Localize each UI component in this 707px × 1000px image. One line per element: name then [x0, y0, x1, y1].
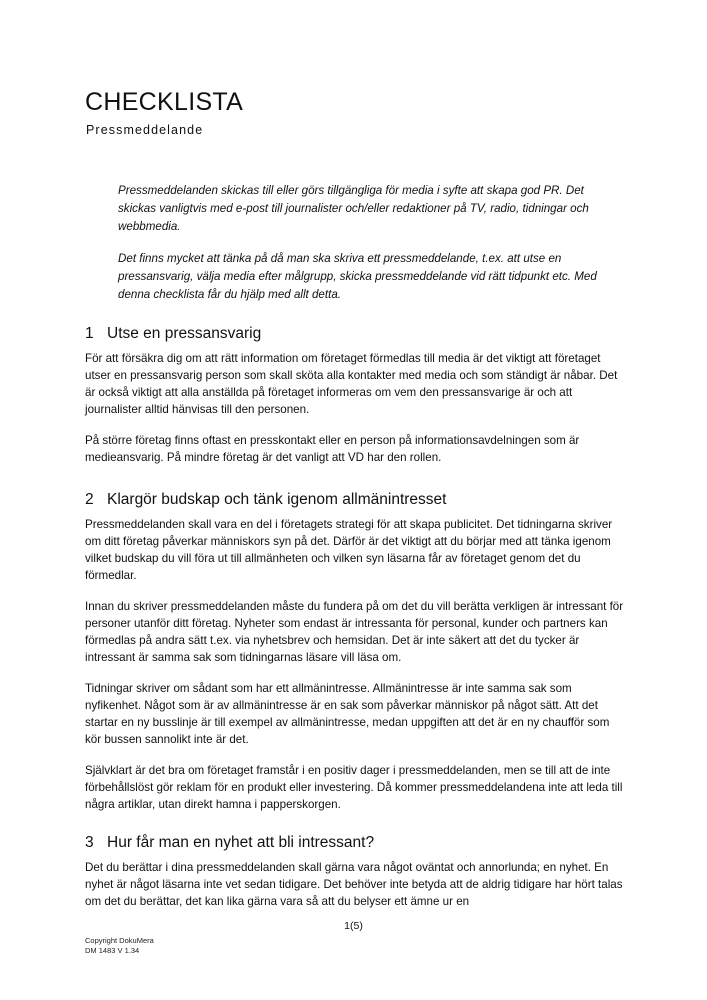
- body-paragraph: På större företag finns oftast en presskontakt eller en person på informationsavdelningen som är medieansvarig. På mindre företag är det vanligt att VD har den rollen.: [85, 434, 580, 464]
- section-2: [85, 491, 625, 827]
- section-heading: [85, 834, 625, 852]
- intro-block: [118, 182, 598, 318]
- section-title: Hur får man en nyhet att bli intressant?: [107, 834, 375, 851]
- body-paragraph: Det du berättar i dina pressmeddelanden skall gärna vara något oväntat och annorlunda; en nyhet. En nyhet är något läsarna inte vet sedan tidigare. Det behöver inte betyda att de aldrig tidigare har hört talas om det du berättar, det kan lika gärna vara så att du belyser ett ämne ur en: [85, 861, 623, 908]
- section-number: 2: [85, 491, 94, 508]
- footer-copyright: Copyright DokuMera: [85, 936, 154, 945]
- body-paragraph: Innan du skriver pressmeddelanden måste du fundera på om det du vill berätta verkligen är intressant för personer utanför ditt företag. Nyheter som endast är intressanta för personal, kunder och partners kan förmedlas på andra sätt t.ex. via nyhetsbrev och hemsidan. Det är inte säkert att det du tycker är intressant är samma sak som tidningarnas läsare vill läsa om.: [85, 600, 624, 664]
- footer-doc-id: DM 1483 V 1.34: [85, 946, 140, 955]
- body-paragraph: Tidningar skriver om sådant som har ett allmänintresse. Allmänintresse är inte samma sak som nyfikenhet. Något som är av allmänintresse är en sak som påverkar människor på något sätt. Att det startar en ny busslinje är till exempel av allmänintresse, medan uppgiften att det är en ny chaufför som kör bussen sannolikt inte är det.: [85, 682, 610, 746]
- section-number: 1: [85, 325, 94, 342]
- section-title: Klargör budskap och tänk igenom allmänintresset: [107, 491, 447, 508]
- section-title: Utse en pressansvarig: [107, 325, 262, 342]
- page-number: 1(5): [344, 920, 363, 932]
- section-number: 3: [85, 834, 94, 851]
- section-1: [85, 325, 625, 480]
- intro-paragraph: Det finns mycket att tänka på då man ska skriva ett pressmeddelande, t.ex. att utse en pressansvarig, välja media efter målgrupp, skicka pressmeddelande vid rätt tidpunkt etc. Med denna checklista får du hjälp med allt detta.: [118, 252, 597, 301]
- document-title: CHECKLISTA: [85, 88, 244, 116]
- section-heading: [85, 491, 625, 509]
- body-paragraph: Pressmeddelanden skall vara en del i företagets strategi för att skapa publicitet. Det tidningarna skriver om ditt företag påverkar människors syn på det. Därför är det viktigt att du börjar med att tänka igenom vilket budskap du vill föra ut till allmänheten och vilken syn läsarna får av företaget genom det du förmedlar.: [85, 518, 613, 582]
- intro-paragraph: Pressmeddelanden skickas till eller görs tillgängliga för media i syfte att skapa god PR. Det skickas vanligtvis med e-post till journalister och/eller redaktioner på TV, radio, tidningar och webbmedia.: [118, 184, 589, 233]
- document-subtitle: Pressmeddelande: [86, 123, 204, 137]
- body-paragraph: Självklart är det bra om företaget framstår i en positiv dager i pressmeddelanden, men se till att de inte förbehållslöst gör reklam för en produkt eller investering. Då kommer pressmeddelandena inte att leda till några artiklar, utan direkt hamna i papperskorgen.: [85, 764, 623, 811]
- section-heading: [85, 325, 625, 343]
- section-3: [85, 834, 625, 924]
- footer: [85, 936, 154, 956]
- body-paragraph: För att försäkra dig om att rätt information om företaget förmedlas till media är det viktigt att företaget utser en pressansvarig person som skall sköta alla kontakter med media och som ständigt är nåbar. Det är också viktigt att alla anställda på företaget informeras om vem den pressansvarige är och att journalister alltid hänvisas till den personen.: [85, 352, 618, 416]
